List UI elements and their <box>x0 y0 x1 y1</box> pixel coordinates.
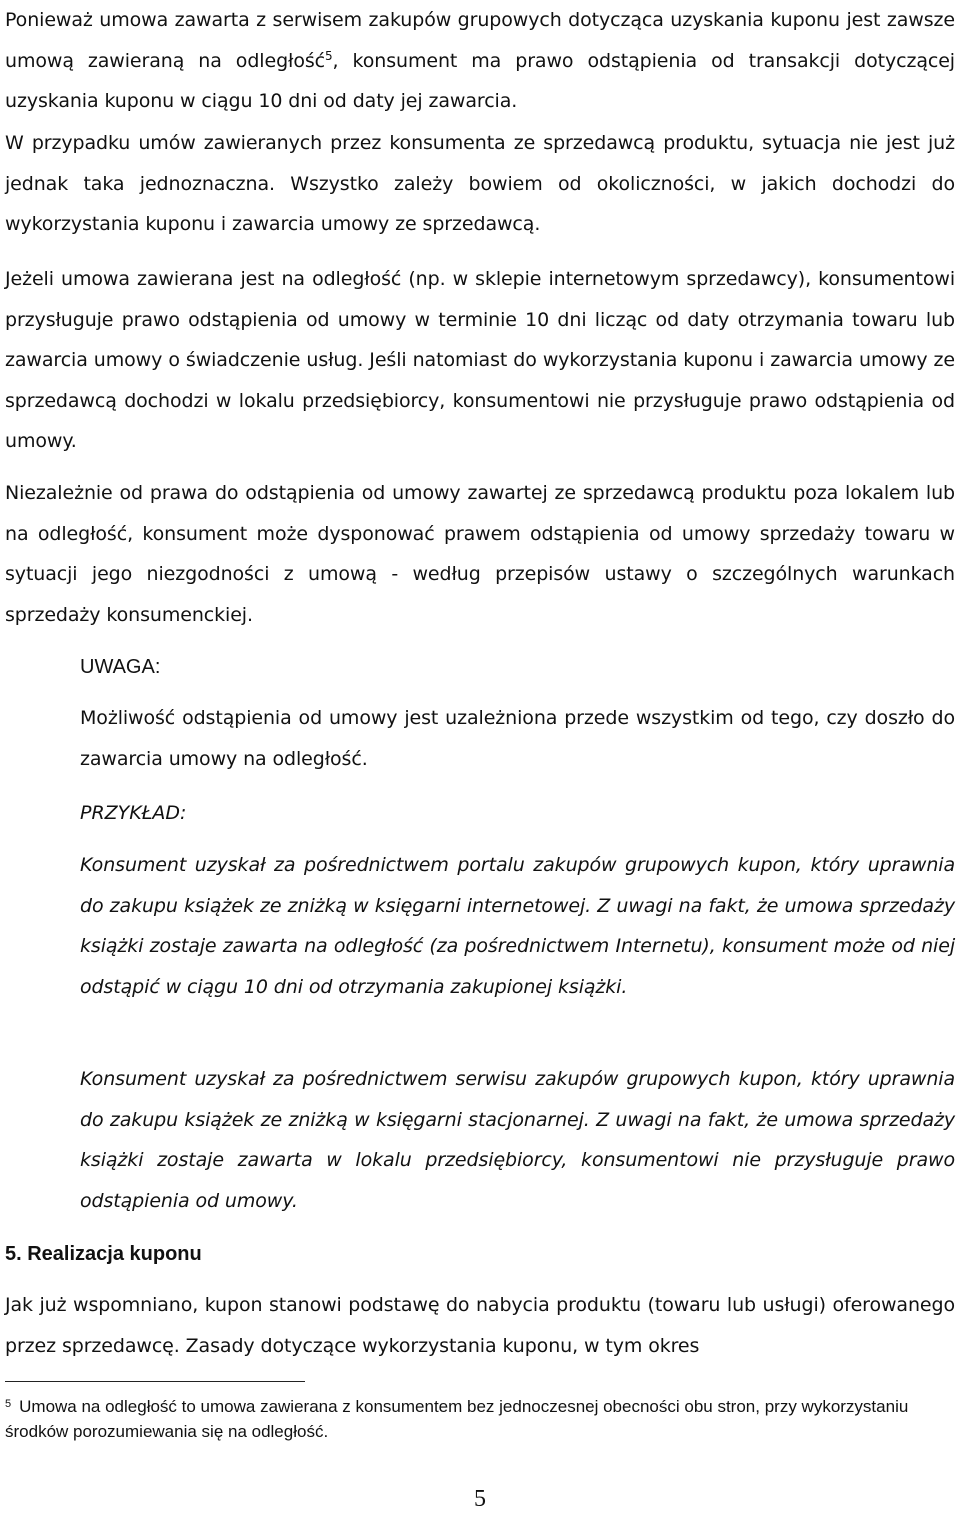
paragraph-text: Ponieważ umowa zawarta z serwisem zakupów grupowych dotycząca uzyskania kuponu jest zawsze umową zawieraną na odległość <box>5 9 955 72</box>
footnote-reference: 5 <box>325 48 333 63</box>
paragraph-nonconformity: Niezależnie od prawa do odstąpienia od umowy zawartej ze sprzedawcą produktu poza lokalem lub na odległość, konsument może dysponować prawem odstąpienia od umowy sprzedaży towaru w sytuacji jego niezgodności z umową - według przepisów ustawy o szczególnych warunkach sprzedaży konsumenckiej. <box>5 482 955 626</box>
footnote-text: Umowa na odległość to umowa zawierana z konsumentem bez jednoczesnej obecności obu stron, przy wykorzystaniu środków porozumiewania się na odległość. <box>5 1397 909 1441</box>
footnote-divider <box>5 1381 305 1382</box>
notice-label: UWAGA: <box>80 656 161 678</box>
footnote-marker: 5 <box>5 1398 12 1410</box>
section-heading: 5. Realizacja kuponu <box>5 1243 202 1265</box>
paragraph-distance-contract: Jeżeli umowa zawierana jest na odległość (np. w sklepie internetowym sprzedawcy), konsumentowi przysługuje prawo odstąpienia od umowy w terminie 10 dni licząc od daty otrzymania towaru lub zawarcia umowy o świadczenie usług. Jeśli natomiast do wykorzystania kuponu i zawarcia umowy ze sprzedawcą dochodzi w lokalu przedsiębiorcy, konsumentowi nie przysługuje prawo odstąpienia od umowy. <box>5 268 955 452</box>
example-case-store: Konsument uzyskał za pośrednictwem serwisu zakupów grupowych kupon, który uprawnia do zakupu książek ze zniżką w księgarni stacjonarnej. Z uwagi na fakt, że umowa sprzedaży książki zostaje zawarta w lokalu przedsiębiorcy, konsumentowi nie przysługuje prawo odstąpienia od umowy. <box>80 1068 955 1212</box>
page-number: 5 <box>474 1486 486 1512</box>
section-paragraph: Jak już wspomniano, kupon stanowi podstawę do nabycia produktu (towaru lub usługi) oferowanego przez sprzedawcę. Zasady dotyczące wykorzystania kuponu, w tym okres <box>5 1294 955 1357</box>
footnote <box>5 1392 955 1444</box>
example-label: PRZYKŁAD: <box>80 802 187 824</box>
paragraph-seller-contracts: W przypadku umów zawieranych przez konsumenta ze sprzedawcą produktu, sytuacja nie jest już jednak taka jednoznaczna. Wszystko zależy bowiem od okoliczności, w jakich dochodzi do wykorzystania kuponu i zawarcia umowy ze sprzedawcą. <box>5 132 955 235</box>
paragraph-text: , konsument ma prawo odstąpienia od transakcji dotyczącej uzyskania kuponu w ciągu 10 dni od daty jej zawarcia. <box>5 49 955 112</box>
paragraph-coupon-contract <box>5 0 955 122</box>
example-case-online: Konsument uzyskał za pośrednictwem portalu zakupów grupowych kupon, który uprawnia do zakupu książek ze zniżką w księgarni internetowej. Z uwagi na fakt, że umowa sprzedaży książki zostaje zawarta na odległość (za pośrednictwem Internetu), konsument może od niej odstąpić w ciągu 10 dni od otrzymania zakupionej książki. <box>80 854 955 998</box>
notice-text: Możliwość odstąpienia od umowy jest uzależniona przede wszystkim od tego, czy doszło do zawarcia umowy na odległość. <box>80 707 955 770</box>
